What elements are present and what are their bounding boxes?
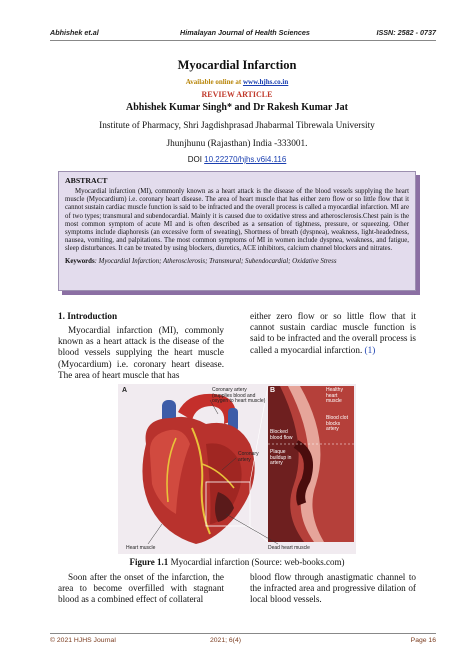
- footer-page-number: Page 16: [410, 637, 436, 644]
- footer-divider: [50, 633, 436, 634]
- intro-left-column: Myocardial infarction (MI), commonly known as a heart attack is the disease of the blood vessels supplying the heart muscle (Myocardium) i.e. coronary heart disease. The area of heart muscle that has: [58, 325, 224, 380]
- availability-line: [0, 78, 474, 86]
- keywords-label: Keywords: [65, 257, 95, 265]
- page-footer: [50, 637, 436, 649]
- intro-right-text: either zero flow or so little flow that it cannot sustain cardiac muscle function is said to be infracted and the overall process is called a myocardial infarction.: [250, 311, 416, 355]
- header-divider: [50, 40, 436, 41]
- label-healthy-heart-muscle: Healthy heart muscle: [326, 387, 343, 405]
- figure-panel-b-label: B: [270, 387, 276, 394]
- intro-right-column: [250, 311, 416, 356]
- body-right-column: blood flow through anastigmatic channel to the infracted area and progressive dilation of local blood vessels.: [250, 572, 416, 605]
- heart-illustration: [118, 384, 356, 554]
- footer-copyright: © 2021 HJHS Journal: [50, 637, 116, 644]
- figure-panel-a-label: A: [122, 387, 128, 394]
- abstract-box: [58, 171, 416, 291]
- figure-caption-text: Myocardial infarction (Source: web-books.com): [168, 557, 345, 567]
- label-heart-muscle: Heart muscle: [126, 545, 156, 551]
- label-dead-heart-muscle: Dead heart muscle: [268, 545, 310, 551]
- doi-line: [0, 155, 474, 164]
- figure-caption-label: Figure 1.1: [129, 557, 169, 567]
- citation-1[interactable]: (1): [364, 344, 376, 355]
- footer-volume: 2021; 6(4): [210, 637, 241, 644]
- article-type: REVIEW ARTICLE: [201, 90, 273, 99]
- header-author: Abhishek et.al: [50, 28, 99, 37]
- label-plaque-buildup: Plaque buildup in artery: [270, 449, 292, 467]
- label-blood-clot: Blood clot blocks artery: [326, 415, 348, 433]
- availability-prefix: Available online at: [185, 78, 243, 86]
- abstract-heading: ABSTRACT: [65, 176, 108, 185]
- doi-prefix: DOI: [187, 155, 205, 164]
- label-blocked-blood-flow: Blocked blood flow: [270, 429, 293, 441]
- keywords: [65, 258, 409, 265]
- figure-caption: [0, 557, 474, 567]
- figure-myocardial-infarction: [118, 384, 356, 554]
- affiliation-location: Jhunjhunu (Rajasthan) India -333001.: [166, 139, 308, 149]
- authors: Abhishek Kumar Singh* and Dr Rakesh Kumar Jat: [125, 102, 348, 113]
- section-heading-introduction: 1. Introduction: [58, 311, 118, 321]
- body-left-column: Soon after the onset of the infarction, the area to become overfilled with stagnant blood as a combined effect of collateral: [58, 572, 224, 605]
- header-issn: ISSN: 2582 - 0737: [376, 28, 436, 37]
- header-journal: Himalayan Journal of Health Sciences: [180, 28, 310, 37]
- keywords-list: : Myocardial Infarction; Atherosclerosis; Transmural; Subendocardial; Oxidative Stress: [94, 257, 337, 265]
- affiliation-institute: Institute of Pharmacy, Shri Jagdishprasad Jhabarmal Tibrewala University: [99, 121, 375, 131]
- doi-link[interactable]: 10.22270/hjhs.v6i4.116: [204, 155, 287, 164]
- label-coronary-artery-supply: Coronary artery (supplies blood and oxygen to heart muscle): [212, 387, 266, 405]
- abstract-body: Myocardial infarction (MI), commonly known as a heart attack is the disease of the blood vessels supplying the heart muscle (Myocardium) i.e. coronary heart disease. The area of heart muscle that has either zero flow or so little flow that it cannot sustain cardiac muscle function is said to be infracted and the overall process is called a myocardial infarction. MI are of two types; transmural and subendocardial. Mainly it is caused due to oxidative stress and atherosclerosis.Chest pain is the most common symptom of acute MI and is often described as a sensation of tightness, pressure, or squeezing. Other symptoms include diaphoresis (an excessive form of sweating), Shortness of breath (dyspnea), weakness, light-headedness, nausea, vomiting, and palpitations. The most common symptoms of MI in women include dyspnea, weakness, and fatigue, sleep disturbances. It can be treated by using blockers, diuretics, ACE inhibitors, calcium channel blockers and nitrates.: [65, 188, 409, 253]
- label-coronary-artery: Coronary artery: [238, 451, 259, 463]
- journal-website-link[interactable]: www.hjhs.co.in: [242, 78, 289, 86]
- article-title: Myocardial Infarction: [177, 58, 297, 72]
